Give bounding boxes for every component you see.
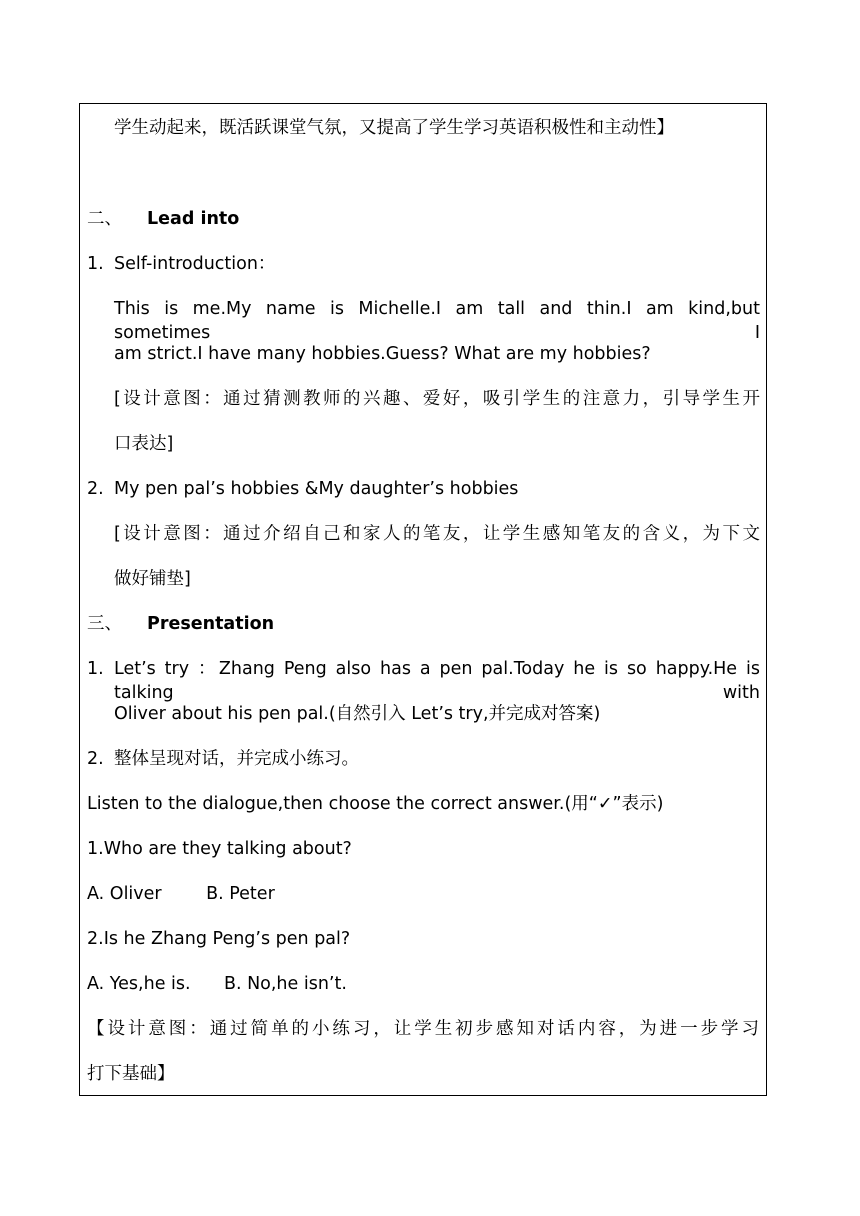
- design-intent-line: 口表达]: [114, 434, 174, 454]
- section-heading-presentation: Presentation: [147, 614, 275, 634]
- section-number: 二、: [87, 209, 122, 229]
- design-intent-line: [设计意图：通过介绍自己和家人的笔友，让学生感知笔友的含义，为下文: [114, 524, 760, 544]
- design-intent-line: 【设计意图：通过简单的小练习，让学生初步感知对话内容，为进一步学习: [87, 1019, 759, 1039]
- list-item-text: My pen pal’s hobbies &My daughter’s hobbies: [114, 479, 519, 499]
- list-item-text: Self-introduction：: [114, 254, 276, 274]
- design-intent-line: 打下基础】: [87, 1064, 175, 1084]
- list-item-text: Let’s try ：Zhang Peng also has a pen pal.Today he is so happy.He is talking with: [114, 659, 760, 703]
- list-number: 2.: [87, 749, 104, 769]
- text-line: This is me.My name is Michelle.I am tall and thin.I am kind,but sometimes I: [114, 299, 760, 343]
- section-number: 三、: [87, 614, 122, 634]
- text-line: am strict.I have many hobbies.Guess? What are my hobbies?: [114, 344, 651, 364]
- design-intent-line: [设计意图：通过猜测教师的兴趣、爱好，吸引学生的注意力，引导学生开: [114, 389, 760, 409]
- question-1: 1.Who are they talking about?: [87, 839, 352, 859]
- section-heading-lead-into: Lead into: [147, 209, 240, 229]
- question-2: 2.Is he Zhang Peng’s pen pal?: [87, 929, 351, 949]
- instruction-line: Listen to the dialogue,then choose the correct answer.(用“✓”表示): [87, 794, 664, 814]
- design-intent-line: 做好铺垫]: [114, 569, 191, 589]
- list-item-text: 整体呈现对话，并完成小练习。: [114, 749, 359, 769]
- list-number: 1.: [87, 659, 104, 679]
- text-line: 学生动起来，既活跃课堂气氛，又提高了学生学习英语积极性和主动性】: [114, 118, 674, 138]
- list-number: 2.: [87, 479, 104, 499]
- list-number: 1.: [87, 254, 104, 274]
- question-1-options: A. Oliver B. Peter: [87, 884, 275, 904]
- lesson-plan-table-cell: [79, 103, 767, 1096]
- question-2-options: A. Yes,he is. B. No,he isn’t.: [87, 974, 347, 994]
- text-line: Oliver about his pen pal.(自然引入 Let’s try,并完成对答案): [114, 704, 601, 724]
